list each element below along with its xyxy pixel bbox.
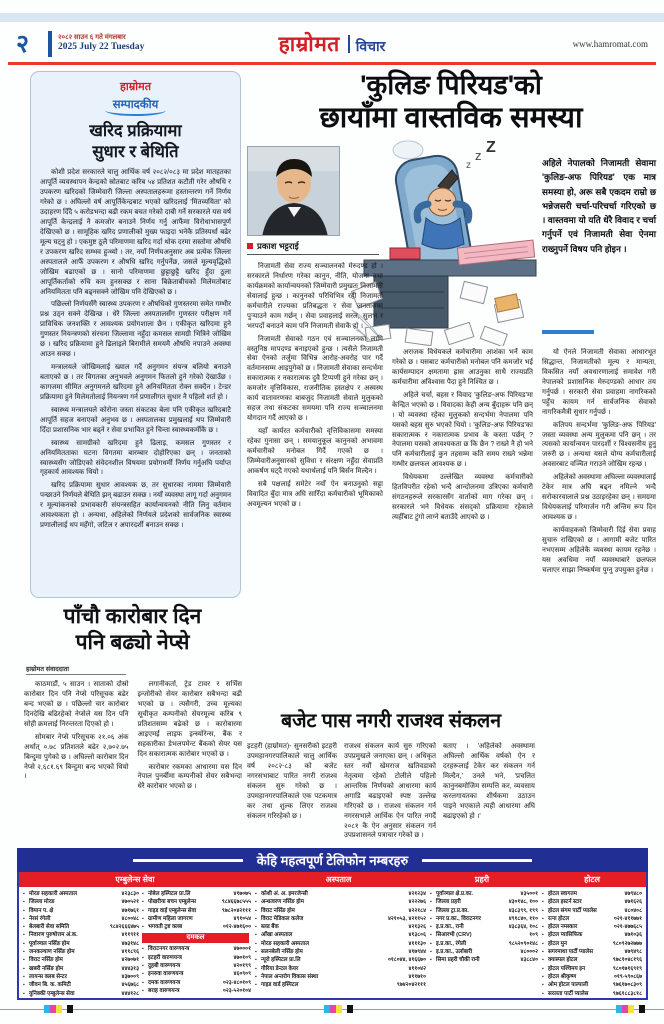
phone-entry: ▪ सिआरभी (CRV) १०९ [430,932,538,939]
bullet-icon: ▪ [255,907,257,914]
editorial-box [30,71,241,598]
phone-entry: ▪ अन्धत्वरण नर्सिङ होम ४२२२७६ [255,899,426,906]
bullet-icon: ▪ [255,924,257,931]
phone-entry: ▪ भगवती ट्रष्ट क्लब ०१२-४७१६०० [142,924,251,931]
bullet-icon: ▪ [542,924,544,931]
bullet-icon: ▪ [255,973,257,980]
masthead-brand: हाम्रोमत [278,33,340,56]
masthead-divider [348,35,350,53]
bullet-icon: ▪ [430,899,432,906]
phone-entry: ▪ इ.प्र.का., रानी ४३८३६४, १०८ [430,924,538,931]
bullet-icon: ▪ [542,915,544,922]
phone-entry: ▪ नेपाल अन्तरोग विकास संस्था ४११७१० [255,973,426,980]
article-paragraph: सबै पक्षलाई समेटेर नयाँ ऐन बनाउनुको सट्टा विवादित बुँदा मात्र अघि सारिँदा कर्मचारीको भूमिकाको अवमूल्यन भएको छ । [247,480,383,508]
bullet-icon: ▪ [23,891,25,897]
phone-entry: ▪ इ.प्र.का., उर्लाबारी ४८०००२ [430,949,538,956]
bullet-icon: ▪ [255,949,257,956]
phone-entry: ▪ गाइड वार्ड हस्पिटल ९७४२०४२१११ [255,982,426,989]
author-photo [247,146,340,236]
bullet-icon: ▪ [23,924,25,931]
phone-entry: ▪ ग्रामीण महिला जागरण ४९१०५४ [142,915,251,922]
header-rule [8,62,656,65]
editorial-paragraph: खरिद प्रक्रियामा सुधार आवश्यक छ, तर सुधारका नाममा जिम्मेवारी पन्छाउने निर्णयले बेथिति झन् बढाउन सक्छ । नयाँ व्यवस्था लागू गर्दा अनुगमन र मूल्यांकनको प्रभावकारी संयन्त्रसहित कार्यान्वयनको नीति लिनु वर्तमान आवश्यकता हो । अन्यथा, अहिलेको निर्णयले प्रदेशको सार्वजनिक स्वास्थ्य प्रणालीलाई थप महँगो, जटिल र अपारदर्शी बनाउन सक्छ । [40,482,231,530]
zzz-text: z [466,160,471,171]
article-paragraph: सोमबार नेप्से परिसूचक २१.०६ अंक अर्थात् ०.७८ प्रतिशतले बढेर २,७०२.७५ बिन्दुमा पुगेको छ । अघिल्लो कारोबार दिन नेप्से २,६८१.६९ बिन्दुमा बन्द भएको थियो । [24,733,129,781]
pull-quote: अहिले नेपालको निजामती सेवामा 'कुलिङ-अफ पिरियड' एक मात्र समस्या हो, अरू सबै एकदम राम्रो छ भन्नेजसरी चर्चा-परिचर्चा गरिएको छ । वास्तवमा यो यति धेरै विवाद र चर्चा गर्नुपर्ने एवं निजामती सेवा ऐनमा राख्नुपर्ने विषय पनि होइन । [542,158,656,254]
svg-text:Z: Z [486,139,496,156]
bullet-icon: ▪ [255,915,257,922]
title-decor-line [422,859,532,862]
phone-entry: ▪ गाइड वाई एम्बुलेन्स सेवा ९७८२०४२१११ [142,907,251,914]
page-number-divider [48,31,52,57]
phone-entry: ▪ पोखरीया बचन एम्बुलेन्स ९८४६६७८५५५ [142,899,251,906]
nepse-headline-line2: पनि बढ्यो नेप्से [75,631,190,654]
phone-entry: ▪ जनकल्याण नर्सिङ होम ४११८९६ [23,949,139,956]
bullet-icon: ▪ [430,940,432,947]
phone-entry: ▪ होटल मुन ९८०९२७२७७७ [542,940,642,947]
bullet-icon: ▪ [255,899,257,906]
ambulance-sublist-2 [139,890,251,998]
header-police: प्रहरी [474,875,490,884]
article-paragraph: अहिलेको अवस्थामा अघिल्ला व्यवस्थालाई टेकेर मात्र अघि बढ्न नमिल्ने भन्दै सरोकारवालाले प्रश्न उठाइरहेका छन् । समग्रमा विधेयकलाई परिमार्जन गरी अन्तिम रूप दिन आवश्यक छ । [542,474,656,521]
editorial-headline-line1: खरिद प्रक्रियामा [89,122,182,140]
phone-entry: ▪ गौरिया डेन्टल केयर ४११०४२ [255,965,426,972]
phone-entry: ▪ बेलबारी सेवा समिति ९८४२६६६४७५ [23,924,139,931]
bullet-icon: ▪ [542,899,544,906]
phone-entry: ▪ दुहबी वारुणयन्त्र ४२०१९९ [142,963,251,970]
bullet-icon: ▪ [142,979,144,986]
bullet-icon: ▪ [542,907,544,914]
fire-brigade-subheader: दमकल [142,933,249,943]
budget-column-1 [247,742,337,844]
bullet-icon: ▪ [23,899,25,906]
phone-entry: ▪ नेरसं रंगेली ४८००४८ [23,915,139,922]
bullet-icon: ▪ [542,891,544,897]
nepse-byline-rule [26,674,126,675]
byline-square-icon [247,243,253,249]
phone-entry: ▪ निवारण पुरुषोत्तम अं.क. ४११९११ [23,932,139,939]
nepse-article-body [24,680,242,844]
bullet-icon: ▪ [430,949,432,956]
phone-entry: ▪ ब्लड बैंक ४२१३२६ [255,924,426,931]
editorial-paragraph: पछिल्लो निर्णयसँगै स्वास्थ्य उपकरण र औषधिको गुणस्तरमा समेत गम्भीर प्रश्न उठ्न सक्ने देखिन्छ । धेरै जिल्ला अस्पतालसँग गुणस्तर परीक्षण गर्ने प्राविधिक जनशक्ति र आवश्यक प्रयोगशाला छैन । एकीकृत खरिदमा हुने गुणस्तर नियन्त्रणको संरचना जिल्लामा नहुँदा कमसल सामग्री भित्रिने जोखिम छ । खरिद प्रक्रियामा हुने ढिलाइले बिरामीले समयमै औषधि नपाउने अवस्था आउन सक्छ । [40,301,231,359]
bullet-icon: ▪ [142,915,144,922]
phone-entry: ▪ इ.प्र.का., रंगेली ९८५२०९०१४८ [430,940,538,947]
phone-table [17,872,648,1000]
bullet-icon: ▪ [430,932,432,939]
phone-entry: ▪ होटल इस्टर्न स्टार ४७१६२६ [542,899,642,906]
bullet-icon: ▪ [542,932,544,939]
phone-table-header-row [19,872,646,887]
article-paragraph: बताए । 'अहिलेको अवस्थामा अघिल्लो आर्थिक वर्षको ऐन र दरहरूलाई टेकेर कर संकलन गर्न मिल्दैन,' उनले भने, 'प्रचलित कानुनबमोजिम सम्पत्ति कर, व्यवसाय करलगायतका शीर्षकमा उठाउन पाइने भएकाले त्यही आधारमा अघि बढाइएको हो ।' [443,743,535,820]
bullet-icon: ▪ [255,891,257,897]
bullet-icon: ▪ [430,891,432,897]
phone-entry: ▪ युनिक्की एम्बुलेन्स सेवा ४४४१२८ [23,990,139,997]
phone-entry: ▪ विराटनगर वारुणयन्त्र ४७०००१ [142,946,251,953]
phone-entry: ▪ रत्ना होटल ०२१-४११७७१ [542,915,642,922]
title-decor-line [133,859,243,862]
bullet-icon: ▪ [430,957,432,964]
phone-entry: ▪ दमक वारुणयन्त्र ०२३-४८०१०९ [142,979,251,986]
main-article-column-1 [247,262,383,708]
budget-headline: बजेट पास नगरी राजश्व संकलन [280,710,502,732]
phone-entry: ▪ इनरुवा वारुणयन्त्र ४६०९०९ [142,971,251,978]
article-paragraph: यहाँ कार्यरत कर्मचारीको वृत्तिविकासमा समस्या रहेका गुनासा छन् । समयानुकूल कानुनको अभावमा कर्मचारीको मनोबल गिर्दै गएको छ । जिम्मेवारीअनुसारको सुविधा र संरक्षण नहुँदा सेवाप्रति आकर्षण घट्दै गएको यथार्थलाई पनि बिर्सन मिल्दैन । [247,428,383,475]
bullet-icon: ▪ [255,940,257,947]
bullet-icon: ▪ [255,982,257,989]
phone-entry: ▪ लायन्स क्लब सेन्टर ४३७००९ [23,973,139,980]
bullet-icon: ▪ [430,915,432,922]
phone-group-hotel [538,890,642,998]
pull-quote-bar [542,330,594,334]
phone-entry: ▪ होटल संगम पार्टी प्यालेस ४८०४०८ [542,907,642,914]
phone-entry: ▪ होटल स्वागतम ४७९४८० [542,891,642,897]
bullet-icon: ▪ [430,924,432,931]
phone-entry: ▪ विराट मेडिकल कलेज ४२१०५३, ४२११५२ [255,915,426,922]
phone-group-ambulance [23,890,251,998]
bullet-icon: ▪ [23,940,25,947]
phone-table-body [19,887,646,998]
bullet-icon: ▪ [542,957,544,964]
bullet-icon: ▪ [255,932,257,939]
bullet-icon: ▪ [542,990,544,997]
bullet-icon: ▪ [142,891,144,897]
phone-entry: ▪ खबरी नर्सिङ होम ४४४३१३ [23,965,139,972]
phone-entry: ▪ नोबेल हस्पिटल प्रा.लि ४१७०७५ [142,891,251,897]
phone-table-title-bar [17,848,648,872]
phone-entry: ▪ क्यास्पल होटल ९७८१०४८१९६ [542,957,642,964]
phone-entry: ▪ सिमा प्रहरी चौकी रानी ४३८८४० [430,957,538,964]
bullet-icon: ▪ [142,963,144,970]
nepse-byline: हाम्रोमत संवाददाता [26,666,70,673]
article-paragraph: कारोबार रकमका आधारमा यस दिन नेपाल पुनर्बीमा कम्पनीको सेयर सबैभन्दा धेरै कारोबार भएको छ । [137,763,242,791]
article-paragraph: अहिले चर्चा, बहस र विवाद 'कुलिङ-अफ पिरियड'मा केन्द्रित भएको छ । विवादका केही अन्य बुँदाहरू पनि छन् । यो व्यवस्था रहेका मुलुकको सन्दर्भमा नेपालमा पनि यसको बहस सुरु भएको थियो । 'कुलिङ-अफ पिरियड'का सकारात्मक र नकारात्मक प्रभाव के कस्ता पर्छन् ? नेपालमा यसको आवश्यकता छ कि छैन ? राख्ने नै हो भने पनि कर्मचारीलाई कुन तहसम्म कति समय राख्ने भन्नेमा गम्भीर छलफल आवश्यक छ । [392,391,533,469]
nepse-headline-line1: पाँचौ कारोबार दिन [63,605,202,628]
page-number: २ [16,30,30,58]
masthead-section: विचार [355,38,386,54]
phone-entry: ▪ होटल पश्चिमय इन ९८०१७१६९१९ [542,965,642,972]
cmyk-registration-marks [44,1005,73,1013]
bullet-icon: ▪ [542,940,544,947]
article-paragraph: यो ऐनले निजामती सेवाका आधारभूत सिद्धान्त, निजामतीको मूल्य र मान्यता, विकसित नयाँ अवधारणालाई समावेश गरी नेपालको प्रशासनिक मेरुदण्डको आधार तय गर्नुपर्छ । सरकारी सेवा प्रवाहमा नागरिकको पहुँच कायम गर्न सार्वजनिक सेवाको नागरिकमैत्री सुधार गर्नुपर्छ । [542,349,656,416]
bullet-icon: ▪ [142,899,144,906]
bullet-icon: ▪ [255,965,257,972]
phone-entry: ▪ बराह वारुणयन्त्र ०२३-५२०१०४ [142,987,251,994]
date-english: 2025 July 22 Tuesday [58,42,145,52]
article-paragraph: कतिपय सन्दर्भमा 'कुलिङ-अफ पिरियड' जस्ता व्यवस्था अन्य मुलुकमा पनि छन् । तर त्यसको कार्यान्वयन पारदर्शी र विश्वसनीय हुनु जरुरी छ । अन्यथा यसले योग्य कर्मचारीलाई अवसरबाट वञ्चित गराउने जोखिम रहन्छ । [542,421,656,469]
phone-entry: ▪ सरलता पार्टी प्यालेस ९७६१८८३८१८ [542,990,642,997]
phone-entry: ▪ न्यूरो हस्पिटल प्रा.लि ०१८०४४, ४१६६७० [255,957,426,964]
phone-group-hospital [251,890,426,998]
phone-entry: ▪ ओम होटल पाल्पाली ९७६१७०८३०९ [542,982,642,989]
bullet-icon: ▪ [23,990,25,997]
bullet-icon: ▪ [23,907,25,914]
bullet-icon: ▪ [23,973,25,980]
phone-entry: ▪ जीवन बि. क. कमिटी ४५६७६८ [23,982,139,989]
phone-entry: ▪ जिल्ला मोरङ ४७०५२१ [23,899,139,906]
author-portrait-graphic [248,147,340,236]
bullet-icon: ▪ [542,965,544,972]
article-paragraph: निजामती सेवा राज्य सञ्चालनको मेरुदण्ड हो । सरकारले निर्धारण गरेका कानुन, नीति, योजना तथा कार्यक्रमको कार्यान्वयनको जिम्मेवारी प्रमुखतः निजामती सेवालाई हुन्छ । कानुनको परिधिभित्र रही निजामती कर्मचारीले राज्यका प्रतिबद्धता र सेवा जनतासम्म पुर्‍याउने काम गर्छन् । सेवा प्रवाहलाई सरल, सुलभ र भरपर्दो बनाउने काम पनि निजामती सेवाकै हो । [247,263,383,330]
editorial-body [40,168,231,531]
phone-entry: ▪ होटल प्यासिफिक ४७१०३६ [542,932,642,939]
article-paragraph: लगानीकर्ता, ट्रेड टावर र सर्भिस इन्जोरीको सेयर कारोबार सबैभन्दा बढी भएको छ । त्यसैगरी, उच्च मूल्यका सूचीकृत कम्पनीको सेयरमूल्य करिब ९ प्रतिशतसम्म बढेको छ । कारोबारमा आइएमई लाइफ इन्स्योरेन्स, बैंक र सहकारीका डेभलपमेन्ट बैंकको सेयर यस दिन सकारात्मक कारोबार भएको छ । [137,681,242,758]
editorial-section-label: सम्पादकीय [105,97,167,116]
bullet-icon: ▪ [142,924,144,931]
bullet-icon: ▪ [542,949,544,956]
main-article-column-2 [392,348,533,708]
phone-entry: ▪ सगरमाथा पार्टी प्यालेस ४७९४९८ [542,949,642,956]
ambulance-sublist-1 [23,890,139,998]
article-paragraph: इटहरी (हाम्रोमत)- सुनसरीको इटहरी उपमहानगरपालिकाले चालु आर्थिक वर्ष २०८२-८३ को बजेट नगरसभाबाट पारित नगरी राजश्व संकलन सुरु गरेको छ । उपमहानगरपालिकाले एक पटकमात्र कर तथा शुल्क लिएर राजश्व संकलन गरिरहेको छ । [247,743,337,820]
masthead [232,30,432,58]
cmyk-registration-marks [616,1005,645,1013]
editorial-paragraph: मन्त्रालयले जोखिमलाई ख्याल गर्दै अनुगमन संयन्त्र बलियो बनाउने बताएको छ । तर विगतका अनुभवले अनुगमन फितलो हुने गरेको देखाउँछ । कागजमा सीमित अनुगमनले खरिदमा हुने अनियमितता रोक्न सक्दैन । टेन्डर प्रक्रियामा हुने मिलेमतोलाई नियन्त्रण गर्न प्रणालीगत सुधार नै पहिलो शर्त हो । [40,364,231,401]
top-accent-band [0,13,664,22]
svg-text:z: z [475,148,482,163]
bullet-icon: ▪ [142,946,144,953]
phone-entry: ▪ जिल्ला ट्रा.प्र.का. ४३८३९९, १९९ [430,907,538,914]
phone-entry: ▪ विराट नर्सिङ होम ४२७०७१ [23,957,139,964]
bullet-icon: ▪ [142,954,144,961]
phone-entry: ▪ मोरङ सहकारी अस्पताल ४१११३० [255,940,426,947]
main-headline-line2: छायाँमा वास्तविक समस्या [319,102,583,134]
editorial-paragraph: स्वास्थ्य मन्त्रालयले कोरोना जस्ता संकटका बेला पनि एकीकृत खरिदबाटै आपूर्ति सहज बनाएको अनुभव छ । अस्पतालका प्रमुखलाई थप जिम्मेवारी दिँदा प्रशासनिक भार बढ्ने र सेवा प्रभावित हुने चिन्ता स्वास्थ्यकर्मीकै छ । [40,406,231,434]
website-url: www.hamromat.com [572,39,648,49]
phone-entry: ▪ विराट नर्सिङ होम ४२२१८४ [255,907,426,914]
article-paragraph: विधेयकमा उल्लेखित व्यवस्था कर्मचारीको हितविपरीत रहेको भन्दै आन्दोलनमा उत्रिएका कर्मचारी संगठनहरूले सरकारसँग वार्ताको माग गरेका छन् । सरकारले भने विधेयक संसद्को प्रक्रियामा रहेकाले त्यहीँबाट टुंगो लाग्ने बताउँदै आएको छ । [392,474,533,521]
main-article-column-3 [542,348,656,844]
cmyk-registration-marks [324,1005,353,1013]
bullet-icon: ▪ [23,982,25,989]
article-paragraph: कार्यवाहकको जिम्मेवारी दिई सेवा प्रवाह सुचारु राखिएको छ । आगामी बजेट पारित नभएसम्म अहिलेकै व्यवस्था कायम रहनेछ । यस अवधिमा नयाँ व्यवस्थाबारे छलफल चलाएर साझा निष्कर्षमा पुग्नु उपयुक्त हुनेछ । [542,526,656,574]
article-paragraph: निजामती सेवाको गठन एवं सञ्चालनका लागि वस्तुनिष्ठ मापदण्ड बनाइएको हुन्छ । त्यसैले निजामती सेवा ऐनको तर्जुमा विभिन्न आरोह-अवरोह पार गर्दै वर्तमानसम्म आइपुगेको छ । निजामती सेवाका सन्दर्भमा सकारात्मक र नकारात्मक दुवै टिप्पणी हुने गरेका छन् । कमजोर वृत्तिविकास, राजनीतिक हस्तक्षेप र अस्वस्थ कार्य वातावरणका बाबजुद निजामती सेवाले मुलुकको सहज तथा संकटका समयमा पनि राज्य सञ्चालनमा योगदान गर्दै आएको छ । [247,335,383,423]
date-nepali: २०८२ साउन ६ गते मंगलबार [58,34,126,41]
phone-entry: ▪ आँखा अस्पताल ४१३८०६ [255,932,426,939]
phone-entry: ▪ इटहरी वारुणयन्त्र ४७०१०९ [142,954,251,961]
phone-table-title: केहि महत्वपूर्ण टेलिफोन नम्बरहरु [256,853,409,868]
bullet-icon: ▪ [23,965,25,972]
bullet-icon: ▪ [142,907,144,914]
phone-entry: ▪ जिल्ला प्रहरी ४३०१४८, १०० [430,899,538,906]
editorial-headline-line2: सुधार र बेथिति [92,142,179,161]
phone-entry: ▪ कोशी अं. अ. इमरजेन्सी ४२१२३४ [255,891,426,897]
bullet-icon: ▪ [23,915,25,922]
bullet-icon: ▪ [142,971,144,978]
editorial-paragraph: कोशी प्रदेश सरकारले चालु आर्थिक वर्ष २०८२/०८३ मा प्रदेश मातहतका आपूर्ति व्यवस्थापन केन्द्रको स्रोतबाट करिब ५४ प्रतिशत कटौती गरेर औषधि र उपकरण खरिदको जिम्मेवारी जिल्ला अस्पतालहरूमा हस्तान्तरण गर्ने निर्णय गरेको छ । अघिल्लो वर्ष आपूर्तिकेन्द्रबाट भएको खरिदलाई 'मितव्ययिता' को उदाहरण दिँदै ५ करोडभन्दा बढी रकम बचत गरेको दाबी गर्ने सरकारले यस वर्ष आपूर्ति केन्द्रलाई नै कमजोर बनाउने निर्णय गर्नु आफैंमा विरोधाभासपूर्ण देखिएको छ । सामूहिक खरिद प्रणालीको मुख्य फाइदा भनेकै प्रतिस्पर्धा बढेर मूल्य घट्नु हो । एकमुष्ट ठूलै परिमाणमा खरिद गर्दा थोक दरमा सस्तोमा औषधि र उपकरण खरिद सम्भव हुन्थ्यो । तर, नयाँ निर्णयअनुसार अब प्रत्येक जिल्ला अस्पतालले आफैँ उपकरण र औषधि खरिद गर्नुपर्नेछ, जसले मूल्यवृद्धिको जोखिम बढाएको छ । सानो परिमाणमा छुट्टाछुट्टै खरिद हुँदा ठूला आपूर्तिकर्ताको रुचि कम हुनसक्छ र साना बिक्रेताबीचको मिलेमतोबाट अनियमितता पनि बढ्नसक्ने जोखिम पनि देखिएको छ । [40,169,231,296]
budget-column-2 [344,742,436,844]
phone-entry: ▪ विमान प. क्षे ४७१७६१ [23,907,139,914]
phone-entry: ▪ मोरङ सहकारी अस्पताल ४२३८३० [23,891,139,897]
bullet-icon: ▪ [23,932,25,939]
editorial-logo: हाम्रोमत [120,81,151,93]
bullet-icon: ▪ [23,957,25,964]
bullet-icon: ▪ [142,987,144,994]
phone-entry: ▪ नगर प्र.का., विराटनगर ४९१८४०, ११० [430,915,538,922]
budget-column-3 [443,742,535,844]
bullet-icon: ▪ [542,973,544,980]
phone-entry: ▪ पूर्वाञ्चल क्षे.प्र.का. ४३५००१ [430,891,538,897]
article-paragraph: अराजक विधेयकले कर्मचारीमा आशंका भर्ने काम गरेको छ । यसबाट कर्मचारीको मनोबल पनि कमजोर भई कार्यसम्पादन क्षमतामा ह्रास आउनुका साथै राज्यप्रति कर्मचारीमा अविश्वास पैदा हुने निश्चित छ । [392,349,533,386]
author-name: प्रकाश भट्टराई [257,241,299,251]
phone-entry: ▪ सलनबेली नर्सिङ होम ४१७९४४ [255,949,426,956]
editorial-paragraph: स्वास्थ्य सामग्रीको खरिदमा हुने ढिलाइ, कमसल गुणस्तर र अनियमितताका घटना विगतमा बारम्बार दोहोरिएका छन् । जनताको स्वास्थ्यसँग जोडिएको संवेदनशील विषयमा प्रयोगधर्मी निर्णय गर्नुअघि पर्याप्त गृहकार्य आवश्यक थियो । [40,439,231,477]
bullet-icon: ▪ [430,907,432,914]
bullet-icon: ▪ [255,957,257,964]
main-headline-line1: 'कुलिङ पिरियड'को [360,70,542,100]
bullet-icon: ▪ [23,949,25,956]
header-hotel: होटल [584,875,600,884]
phone-entry: ▪ होटल श्रीकृष्ण ०१९-५९०८६७ [542,973,642,980]
phone-entry: ▪ होटल नमस्कार ०२१-४७७६८५ [542,924,642,931]
bullet-icon: ▪ [542,982,544,989]
phone-group-police [426,890,538,998]
article-paragraph: काठमाडौं, ५ साउन । साताको दोस्रो कारोबार दिन पनि नेप्से परिसूचक बढेर बन्द भएको छ । पछिल्लो चार कारोबार दिनदेखि बढिरहेको नेप्सेले यस दिन पनि सोही क्रमलाई निरन्तरता दिएको हो । [24,681,129,728]
header-ambulance: एम्बुलेन्स सेवा [115,875,155,884]
phone-entry: ▪ पूर्वाञ्चल नर्सिङ होम ४७३१४८ [23,940,139,947]
header-hospital: अस्पताल [325,875,352,884]
article-paragraph: राजश्व संकलन कार्य सुरु गरिएको उपप्रमुखले जनाएका छन् । अधिकृत स्तर नवौं खेमराज खतिवडाको नेतृत्वमा रहेको टोलीले पहिलो आन्तरिक निर्णयको आधारमा कार्य अगाडि बढाइएको स्पष्ट उल्लेख गरिएको छ । राजश्व संकलन गर्न नगरसभाले आर्थिक ऐन पारित नगर्दै २०८१ कै ऐन अनुसार संकलन गर्न उपप्रशासनले पत्राचार गरेको छ । [344,743,436,840]
